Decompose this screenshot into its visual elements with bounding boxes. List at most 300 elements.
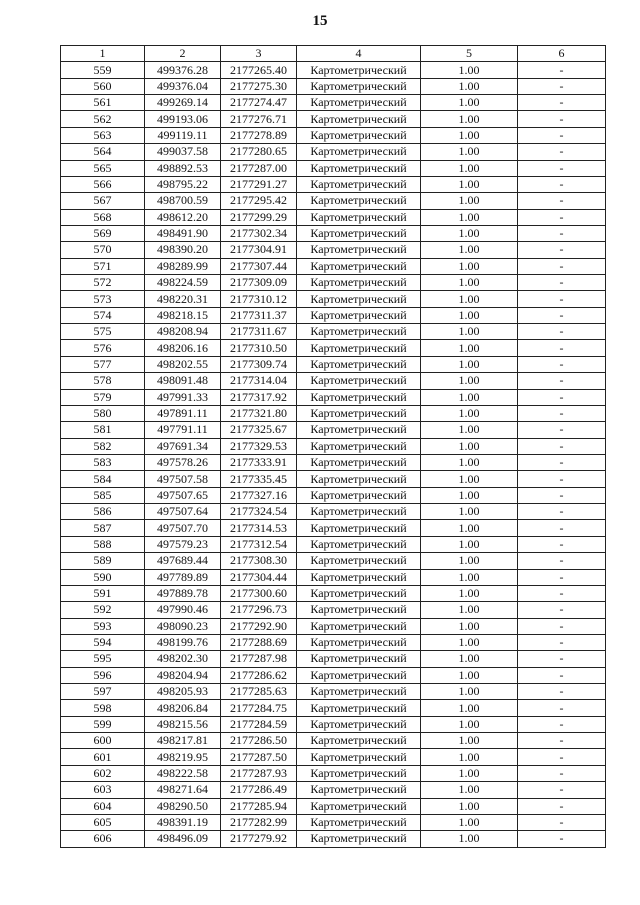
- table-row: [61, 405, 606, 421]
- table-cell: 568: [61, 209, 145, 225]
- table-cell: Картометрический: [297, 602, 421, 618]
- table-cell: 2177288.69: [221, 634, 297, 650]
- table-cell: -: [518, 749, 606, 765]
- table-cell: -: [518, 782, 606, 798]
- table-cell: Картометрический: [297, 814, 421, 830]
- table-cell: 602: [61, 765, 145, 781]
- table-cell: -: [518, 634, 606, 650]
- table-cell: Картометрический: [297, 471, 421, 487]
- table-cell: Картометрический: [297, 340, 421, 356]
- table-cell: 497791.11: [145, 422, 221, 438]
- table-cell: 497689.44: [145, 553, 221, 569]
- table-cell: 1.00: [421, 291, 518, 307]
- table-row: [61, 307, 606, 323]
- table-row: [61, 520, 606, 536]
- table-cell: 1.00: [421, 536, 518, 552]
- table-cell: 1.00: [421, 814, 518, 830]
- table-cell: 1.00: [421, 225, 518, 241]
- table-cell: 497789.89: [145, 569, 221, 585]
- table-cell: 1.00: [421, 454, 518, 470]
- table-row: [61, 618, 606, 634]
- table-cell: -: [518, 765, 606, 781]
- table-cell: 1.00: [421, 487, 518, 503]
- table-cell: Картометрический: [297, 684, 421, 700]
- table-row: [61, 798, 606, 814]
- table-cell: Картометрический: [297, 78, 421, 94]
- table-cell: 1.00: [421, 684, 518, 700]
- table-cell: 1.00: [421, 733, 518, 749]
- table-cell: 498208.94: [145, 324, 221, 340]
- table-cell: -: [518, 798, 606, 814]
- table-cell: -: [518, 111, 606, 127]
- table-cell: 590: [61, 569, 145, 585]
- table-cell: 1.00: [421, 340, 518, 356]
- table-cell: 572: [61, 275, 145, 291]
- table-cell: 574: [61, 307, 145, 323]
- table-cell: 497579.23: [145, 536, 221, 552]
- table-cell: -: [518, 389, 606, 405]
- table-row: [61, 373, 606, 389]
- table-cell: -: [518, 471, 606, 487]
- table-row: [61, 356, 606, 372]
- table-cell: 498090.23: [145, 618, 221, 634]
- table-cell: 594: [61, 634, 145, 650]
- table-cell: -: [518, 422, 606, 438]
- table-cell: 583: [61, 454, 145, 470]
- table-cell: 1.00: [421, 160, 518, 176]
- table-cell: -: [518, 160, 606, 176]
- table-cell: 2177291.27: [221, 176, 297, 192]
- table-cell: -: [518, 667, 606, 683]
- table-cell: 498892.53: [145, 160, 221, 176]
- table-cell: 581: [61, 422, 145, 438]
- table-cell: Картометрический: [297, 95, 421, 111]
- table-row: [61, 782, 606, 798]
- table-cell: 498612.20: [145, 209, 221, 225]
- table-cell: 592: [61, 602, 145, 618]
- table-cell: -: [518, 225, 606, 241]
- table-cell: 2177282.99: [221, 814, 297, 830]
- table-row: [61, 831, 606, 847]
- table-cell: 498199.76: [145, 634, 221, 650]
- table-cell: 561: [61, 95, 145, 111]
- table-cell: 569: [61, 225, 145, 241]
- table-row: [61, 144, 606, 160]
- table-cell: 498271.64: [145, 782, 221, 798]
- table-cell: 565: [61, 160, 145, 176]
- table-cell: 2177286.62: [221, 667, 297, 683]
- table-cell: 1.00: [421, 798, 518, 814]
- table-cell: 497507.65: [145, 487, 221, 503]
- table-cell: Картометрический: [297, 765, 421, 781]
- table-cell: Картометрический: [297, 569, 421, 585]
- table-cell: -: [518, 127, 606, 143]
- table-cell: Картометрический: [297, 275, 421, 291]
- table-cell: 2177276.71: [221, 111, 297, 127]
- table-cell: Картометрический: [297, 356, 421, 372]
- table-row: [61, 127, 606, 143]
- table-cell: 2177278.89: [221, 127, 297, 143]
- table-cell: -: [518, 144, 606, 160]
- table-cell: 2177287.50: [221, 749, 297, 765]
- table-row: [61, 291, 606, 307]
- table-cell: 1.00: [421, 127, 518, 143]
- table-cell: 597: [61, 684, 145, 700]
- table-cell: -: [518, 62, 606, 78]
- table-cell: 1.00: [421, 373, 518, 389]
- table-cell: 2177311.37: [221, 307, 297, 323]
- table-cell: 605: [61, 814, 145, 830]
- table-cell: 601: [61, 749, 145, 765]
- table-cell: Картометрический: [297, 438, 421, 454]
- table-cell: 2177265.40: [221, 62, 297, 78]
- table-cell: -: [518, 618, 606, 634]
- table-cell: 589: [61, 553, 145, 569]
- table-cell: 1.00: [421, 602, 518, 618]
- table-cell: 498218.15: [145, 307, 221, 323]
- table-cell: Картометрический: [297, 144, 421, 160]
- table-row: [61, 536, 606, 552]
- table-cell: 2177309.09: [221, 275, 297, 291]
- table-cell: 1.00: [421, 176, 518, 192]
- table-cell: 498224.59: [145, 275, 221, 291]
- table-cell: 563: [61, 127, 145, 143]
- table-row: [61, 62, 606, 78]
- table-cell: -: [518, 602, 606, 618]
- table-cell: 1.00: [421, 275, 518, 291]
- table-header-row: [61, 46, 606, 62]
- table-cell: 498215.56: [145, 716, 221, 732]
- table-cell: 499037.58: [145, 144, 221, 160]
- table-cell: 499193.06: [145, 111, 221, 127]
- table-cell: 2177327.16: [221, 487, 297, 503]
- table-cell: 595: [61, 651, 145, 667]
- table-cell: 499376.04: [145, 78, 221, 94]
- table-cell: 571: [61, 258, 145, 274]
- table-cell: 576: [61, 340, 145, 356]
- table-cell: -: [518, 716, 606, 732]
- table-row: [61, 160, 606, 176]
- table-cell: -: [518, 700, 606, 716]
- table-cell: 497889.78: [145, 585, 221, 601]
- table-cell: -: [518, 733, 606, 749]
- table-cell: 2177312.54: [221, 536, 297, 552]
- table-row: [61, 389, 606, 405]
- table-cell: 497507.70: [145, 520, 221, 536]
- table-cell: Картометрический: [297, 160, 421, 176]
- page-number: 15: [312, 13, 328, 29]
- table-cell: 497507.64: [145, 504, 221, 520]
- table-cell: 1.00: [421, 520, 518, 536]
- table-cell: 580: [61, 405, 145, 421]
- table-row: [61, 651, 606, 667]
- table-cell: 1.00: [421, 553, 518, 569]
- table-cell: 497990.46: [145, 602, 221, 618]
- table-cell: 593: [61, 618, 145, 634]
- table-cell: 2177333.91: [221, 454, 297, 470]
- table-cell: 575: [61, 324, 145, 340]
- table-cell: 2177295.42: [221, 193, 297, 209]
- table-cell: 1.00: [421, 765, 518, 781]
- table-cell: 498206.84: [145, 700, 221, 716]
- table-cell: 498091.48: [145, 373, 221, 389]
- table-cell: 2177324.54: [221, 504, 297, 520]
- table-cell: 1.00: [421, 716, 518, 732]
- table-cell: -: [518, 405, 606, 421]
- table-cell: Картометрический: [297, 225, 421, 241]
- column-header: 1: [61, 46, 145, 62]
- table-row: [61, 684, 606, 700]
- table-cell: 1.00: [421, 749, 518, 765]
- table-cell: 497507.58: [145, 471, 221, 487]
- table-cell: 2177286.49: [221, 782, 297, 798]
- table-cell: -: [518, 356, 606, 372]
- table-cell: Картометрический: [297, 324, 421, 340]
- table-cell: Картометрический: [297, 405, 421, 421]
- table-cell: 1.00: [421, 389, 518, 405]
- table-cell: Картометрический: [297, 536, 421, 552]
- table-cell: 584: [61, 471, 145, 487]
- table-cell: Картометрический: [297, 634, 421, 650]
- table-cell: 559: [61, 62, 145, 78]
- table-cell: -: [518, 504, 606, 520]
- table-cell: 1.00: [421, 209, 518, 225]
- table-cell: 1.00: [421, 634, 518, 650]
- table-row: [61, 585, 606, 601]
- table-cell: 2177317.92: [221, 389, 297, 405]
- table-cell: 499376.28: [145, 62, 221, 78]
- table-row: [61, 193, 606, 209]
- table-cell: -: [518, 291, 606, 307]
- table-cell: 1.00: [421, 667, 518, 683]
- table-cell: 2177296.73: [221, 602, 297, 618]
- table-cell: -: [518, 684, 606, 700]
- table-cell: -: [518, 324, 606, 340]
- table-cell: 2177314.53: [221, 520, 297, 536]
- table-cell: 578: [61, 373, 145, 389]
- table-cell: 2177314.04: [221, 373, 297, 389]
- table-cell: 1.00: [421, 471, 518, 487]
- table-cell: 2177274.47: [221, 95, 297, 111]
- table-cell: -: [518, 651, 606, 667]
- table-row: [61, 733, 606, 749]
- table-cell: 1.00: [421, 324, 518, 340]
- table-cell: -: [518, 95, 606, 111]
- table-row: [61, 602, 606, 618]
- coordinates-table: [60, 45, 606, 848]
- table-cell: -: [518, 585, 606, 601]
- table-cell: 603: [61, 782, 145, 798]
- table-cell: 497891.11: [145, 405, 221, 421]
- table-cell: 1.00: [421, 78, 518, 94]
- table-cell: -: [518, 831, 606, 847]
- table-cell: 600: [61, 733, 145, 749]
- table-cell: 2177287.00: [221, 160, 297, 176]
- table-cell: Картометрический: [297, 585, 421, 601]
- table-row: [61, 814, 606, 830]
- table-cell: 2177310.12: [221, 291, 297, 307]
- table-cell: 591: [61, 585, 145, 601]
- table-row: [61, 634, 606, 650]
- column-header: 2: [145, 46, 221, 62]
- table-cell: 2177310.50: [221, 340, 297, 356]
- table-row: [61, 504, 606, 520]
- table-cell: 1.00: [421, 504, 518, 520]
- table-row: [61, 324, 606, 340]
- table-cell: 497578.26: [145, 454, 221, 470]
- table-cell: 498204.94: [145, 667, 221, 683]
- table-cell: -: [518, 520, 606, 536]
- table-cell: -: [518, 569, 606, 585]
- table-cell: 498290.50: [145, 798, 221, 814]
- table-cell: 2177335.45: [221, 471, 297, 487]
- table-cell: 1.00: [421, 700, 518, 716]
- table-cell: 2177307.44: [221, 258, 297, 274]
- table-cell: 582: [61, 438, 145, 454]
- table-cell: 1.00: [421, 438, 518, 454]
- table-cell: 498205.93: [145, 684, 221, 700]
- table-cell: 587: [61, 520, 145, 536]
- table-cell: 498202.30: [145, 651, 221, 667]
- table-row: [61, 95, 606, 111]
- table-cell: 586: [61, 504, 145, 520]
- table-cell: Картометрический: [297, 716, 421, 732]
- table-cell: 570: [61, 242, 145, 258]
- column-header: 6: [518, 46, 606, 62]
- table-cell: -: [518, 258, 606, 274]
- table-cell: -: [518, 340, 606, 356]
- table-cell: 1.00: [421, 307, 518, 323]
- table-cell: 2177329.53: [221, 438, 297, 454]
- table-cell: 498206.16: [145, 340, 221, 356]
- table-cell: 498202.55: [145, 356, 221, 372]
- table-cell: -: [518, 454, 606, 470]
- column-header: 4: [297, 46, 421, 62]
- table-cell: 588: [61, 536, 145, 552]
- table-cell: Картометрический: [297, 667, 421, 683]
- table-cell: 1.00: [421, 62, 518, 78]
- table-cell: 1.00: [421, 193, 518, 209]
- table-cell: 498390.20: [145, 242, 221, 258]
- table-cell: 2177280.65: [221, 144, 297, 160]
- table-cell: 573: [61, 291, 145, 307]
- table-cell: 566: [61, 176, 145, 192]
- table-cell: 498496.09: [145, 831, 221, 847]
- table-row: [61, 487, 606, 503]
- table-row: [61, 749, 606, 765]
- table-cell: 2177302.34: [221, 225, 297, 241]
- table-cell: Картометрический: [297, 422, 421, 438]
- table-cell: 497691.34: [145, 438, 221, 454]
- table-cell: -: [518, 438, 606, 454]
- table-cell: -: [518, 242, 606, 258]
- table-row: [61, 225, 606, 241]
- table-cell: 599: [61, 716, 145, 732]
- table-cell: 2177304.91: [221, 242, 297, 258]
- table-cell: 2177284.75: [221, 700, 297, 716]
- table-cell: -: [518, 275, 606, 291]
- table-row: [61, 176, 606, 192]
- table-cell: 579: [61, 389, 145, 405]
- table-row: [61, 438, 606, 454]
- table-cell: 2177300.60: [221, 585, 297, 601]
- table-cell: Картометрический: [297, 733, 421, 749]
- table-row: [61, 700, 606, 716]
- table-cell: 1.00: [421, 405, 518, 421]
- table-cell: 598: [61, 700, 145, 716]
- table-cell: 497991.33: [145, 389, 221, 405]
- table-cell: -: [518, 307, 606, 323]
- table-cell: 560: [61, 78, 145, 94]
- table-cell: Картометрический: [297, 798, 421, 814]
- table-cell: 1.00: [421, 651, 518, 667]
- table-cell: 499119.11: [145, 127, 221, 143]
- table-cell: 585: [61, 487, 145, 503]
- table-cell: -: [518, 553, 606, 569]
- table-cell: Картометрический: [297, 831, 421, 847]
- table-cell: Картометрический: [297, 193, 421, 209]
- table-cell: -: [518, 209, 606, 225]
- table-cell: Картометрический: [297, 176, 421, 192]
- table-cell: Картометрический: [297, 242, 421, 258]
- table-cell: 498491.90: [145, 225, 221, 241]
- table-cell: 2177299.29: [221, 209, 297, 225]
- table-cell: 2177308.30: [221, 553, 297, 569]
- table-row: [61, 667, 606, 683]
- table-cell: -: [518, 487, 606, 503]
- table-cell: 498219.95: [145, 749, 221, 765]
- table-cell: 2177287.98: [221, 651, 297, 667]
- table-cell: 2177304.44: [221, 569, 297, 585]
- table-cell: Картометрический: [297, 520, 421, 536]
- table-cell: 2177286.50: [221, 733, 297, 749]
- table-cell: 498220.31: [145, 291, 221, 307]
- table-cell: 2177321.80: [221, 405, 297, 421]
- table-row: [61, 569, 606, 585]
- table-cell: Картометрический: [297, 111, 421, 127]
- table-cell: 604: [61, 798, 145, 814]
- table-cell: Картометрический: [297, 258, 421, 274]
- table-cell: Картометрический: [297, 749, 421, 765]
- table-row: [61, 242, 606, 258]
- table-cell: -: [518, 176, 606, 192]
- table-row: [61, 111, 606, 127]
- table-cell: 2177325.67: [221, 422, 297, 438]
- table-cell: 1.00: [421, 831, 518, 847]
- table-row: [61, 553, 606, 569]
- table-cell: 596: [61, 667, 145, 683]
- table-cell: 498217.81: [145, 733, 221, 749]
- table-cell: 1.00: [421, 618, 518, 634]
- table-row: [61, 209, 606, 225]
- table-cell: Картометрический: [297, 618, 421, 634]
- table-row: [61, 716, 606, 732]
- table-cell: Картометрический: [297, 504, 421, 520]
- table-cell: 577: [61, 356, 145, 372]
- table-cell: Картометрический: [297, 651, 421, 667]
- table-cell: -: [518, 193, 606, 209]
- table-cell: 567: [61, 193, 145, 209]
- table-cell: Картометрический: [297, 454, 421, 470]
- table-cell: 1.00: [421, 585, 518, 601]
- table-cell: Картометрический: [297, 291, 421, 307]
- table-cell: 2177285.63: [221, 684, 297, 700]
- table-cell: 564: [61, 144, 145, 160]
- table-cell: Картометрический: [297, 373, 421, 389]
- column-header: 3: [221, 46, 297, 62]
- table-cell: 2177287.93: [221, 765, 297, 781]
- table-cell: 498391.19: [145, 814, 221, 830]
